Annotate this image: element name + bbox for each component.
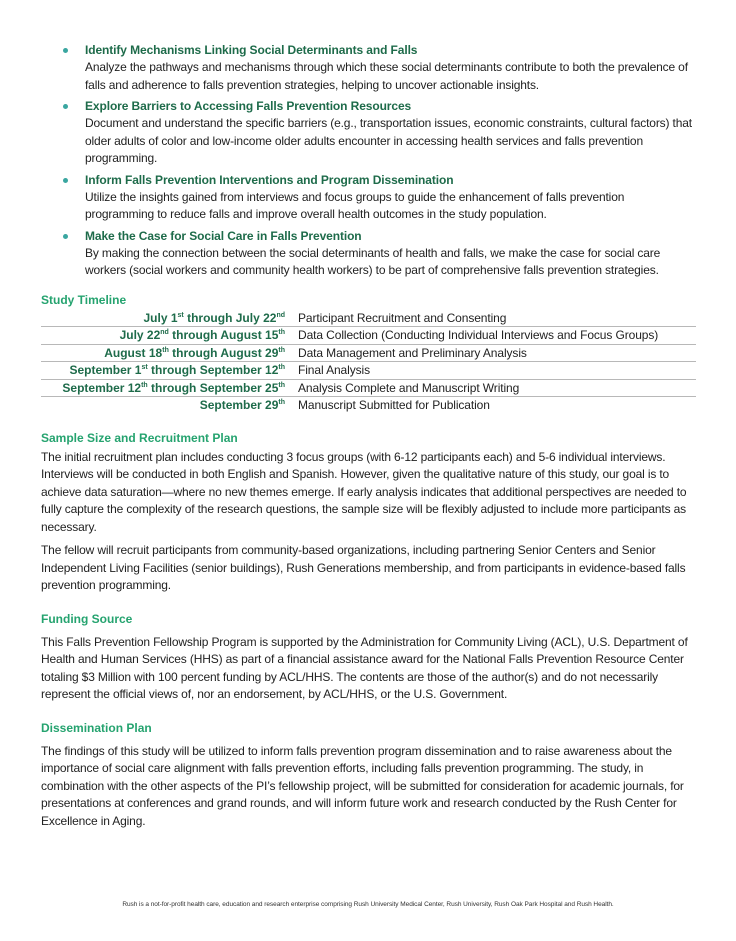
timeline-date: July 22nd through August 15th [119, 328, 285, 342]
table-row [41, 327, 696, 345]
dissemination-heading: Dissemination Plan [41, 720, 152, 735]
table-row [41, 344, 696, 362]
timeline-description: Analysis Complete and Manuscript Writing [298, 380, 520, 395]
funding-body [41, 634, 696, 704]
table-row [41, 362, 696, 380]
table-row [41, 379, 696, 397]
timeline-date: August 18th through August 29th [104, 345, 285, 360]
dissemination-section [41, 720, 696, 831]
document-page [41, 42, 696, 830]
objective-item [41, 42, 696, 94]
objective-title: Identify Mechanisms Linking Social Determinants and Falls [85, 43, 418, 57]
paragraph: The findings of this study will be utilized to inform falls prevention program dissemination and to raise awareness about the importance of social care alignment with falls prevention efforts, including falls prevention programming. The study, in combination with the other aspects of the PI’s fellowship project, will be submitted for consideration for academic journals, for presentations at conferences and grand rounds, and will inform future work and research conducted by the Rush Center for Excellence in Aging. [41, 743, 684, 828]
objective-item [41, 98, 696, 168]
objectives-list [41, 42, 696, 280]
funding-section [41, 611, 696, 704]
sample-size-body [41, 449, 696, 595]
sample-size-section [41, 430, 696, 595]
objective-title: Explore Barriers to Accessing Falls Prevention Resources [85, 99, 412, 113]
timeline-date: September 29th [199, 398, 285, 412]
bullet-icon [63, 234, 68, 239]
paragraph: This Falls Prevention Fellowship Program is supported by the Administration for Community Living (ACL), U.S. Department of Health and Human Services (HHS) as part of a financial assistance award for the National Falls Prevention Resource Center totaling $3 Million with 100 percent funding by ACL/HHS. The contents are those of the author(s) and do not necessarily represent the official views of, nor an endorsement, by ACL/HHS, or the U.S. Government. [41, 634, 688, 701]
timeline-description: Data Collection (Conducting Individual Interviews and Focus Groups) [298, 328, 659, 342]
bullet-icon [63, 178, 68, 183]
objective-item [41, 172, 696, 224]
bullet-icon [63, 48, 68, 53]
sample-size-heading: Sample Size and Recruitment Plan [41, 430, 238, 445]
objective-title: Inform Falls Prevention Interventions and Program Dissemination [85, 172, 454, 187]
objective-item [41, 228, 696, 280]
timeline-heading: Study Timeline [41, 292, 127, 307]
page-footer: Rush is a not-for-profit health care, education and research enterprise comprising Rush University Medical Center, Rush University, Rush Oak Park Hospital and Rush Health. [122, 901, 614, 908]
paragraph: The initial recruitment plan includes conducting 3 focus groups (with 6-12 participants each) and 5-6 individual interviews. Interviews will be conducted in both English and Spanish. However, given the qualitative nature of this study, our goal is to achieve data saturation—where no new themes emerge. If early analysis indicates that additional perspectives are needed to fully capture the complexity of the research questions, the sample size will be flexibly adjusted to include more participants as necessary. [41, 449, 687, 534]
table-row [41, 310, 696, 327]
timeline-date: September 12th through September 25th [62, 380, 285, 395]
timeline-description: Data Management and Preliminary Analysis [298, 345, 527, 360]
timeline-table [41, 310, 696, 414]
timeline-description: Participant Recruitment and Consenting [298, 310, 507, 325]
bullet-icon [63, 104, 68, 109]
objective-text: By making the connection between the social determinants of health and falls, we make the case for social care workers (social workers and community health workers) to be part of comprehensive falls prevention strategies. [85, 245, 661, 277]
dissemination-body [41, 743, 696, 831]
objective-text: Analyze the pathways and mechanisms through which these social determinants contribute to both the prevalence of falls and adherence to falls prevention strategies, helping to uncover actionable insights. [85, 60, 688, 92]
paragraph: The fellow will recruit participants from community-based organizations, including partnering Senior Centers and Senior Independent Living Facilities (senior buildings), Rush Generations membership, and from participants in evidence-based falls prevention programming. [41, 543, 686, 592]
funding-heading: Funding Source [41, 611, 133, 626]
table-row [41, 397, 696, 414]
objective-text: Document and understand the specific barriers (e.g., transportation issues, economic constraints, cultural factors) that older adults of color and low-income older adults encounter in accessing health services and falls prevention programming. [85, 116, 692, 165]
timeline-description: Manuscript Submitted for Publication [298, 398, 490, 412]
study-timeline [41, 292, 696, 414]
timeline-date: July 1st through July 22nd [143, 310, 285, 325]
timeline-description: Final Analysis [298, 363, 370, 377]
timeline-date: September 1st through September 12th [69, 363, 285, 377]
objective-title: Make the Case for Social Care in Falls Prevention [85, 228, 362, 243]
objective-text: Utilize the insights gained from interviews and focus groups to guide the enhancement of falls prevention programming to reduce falls and improve overall health outcomes in the study population. [85, 189, 625, 221]
